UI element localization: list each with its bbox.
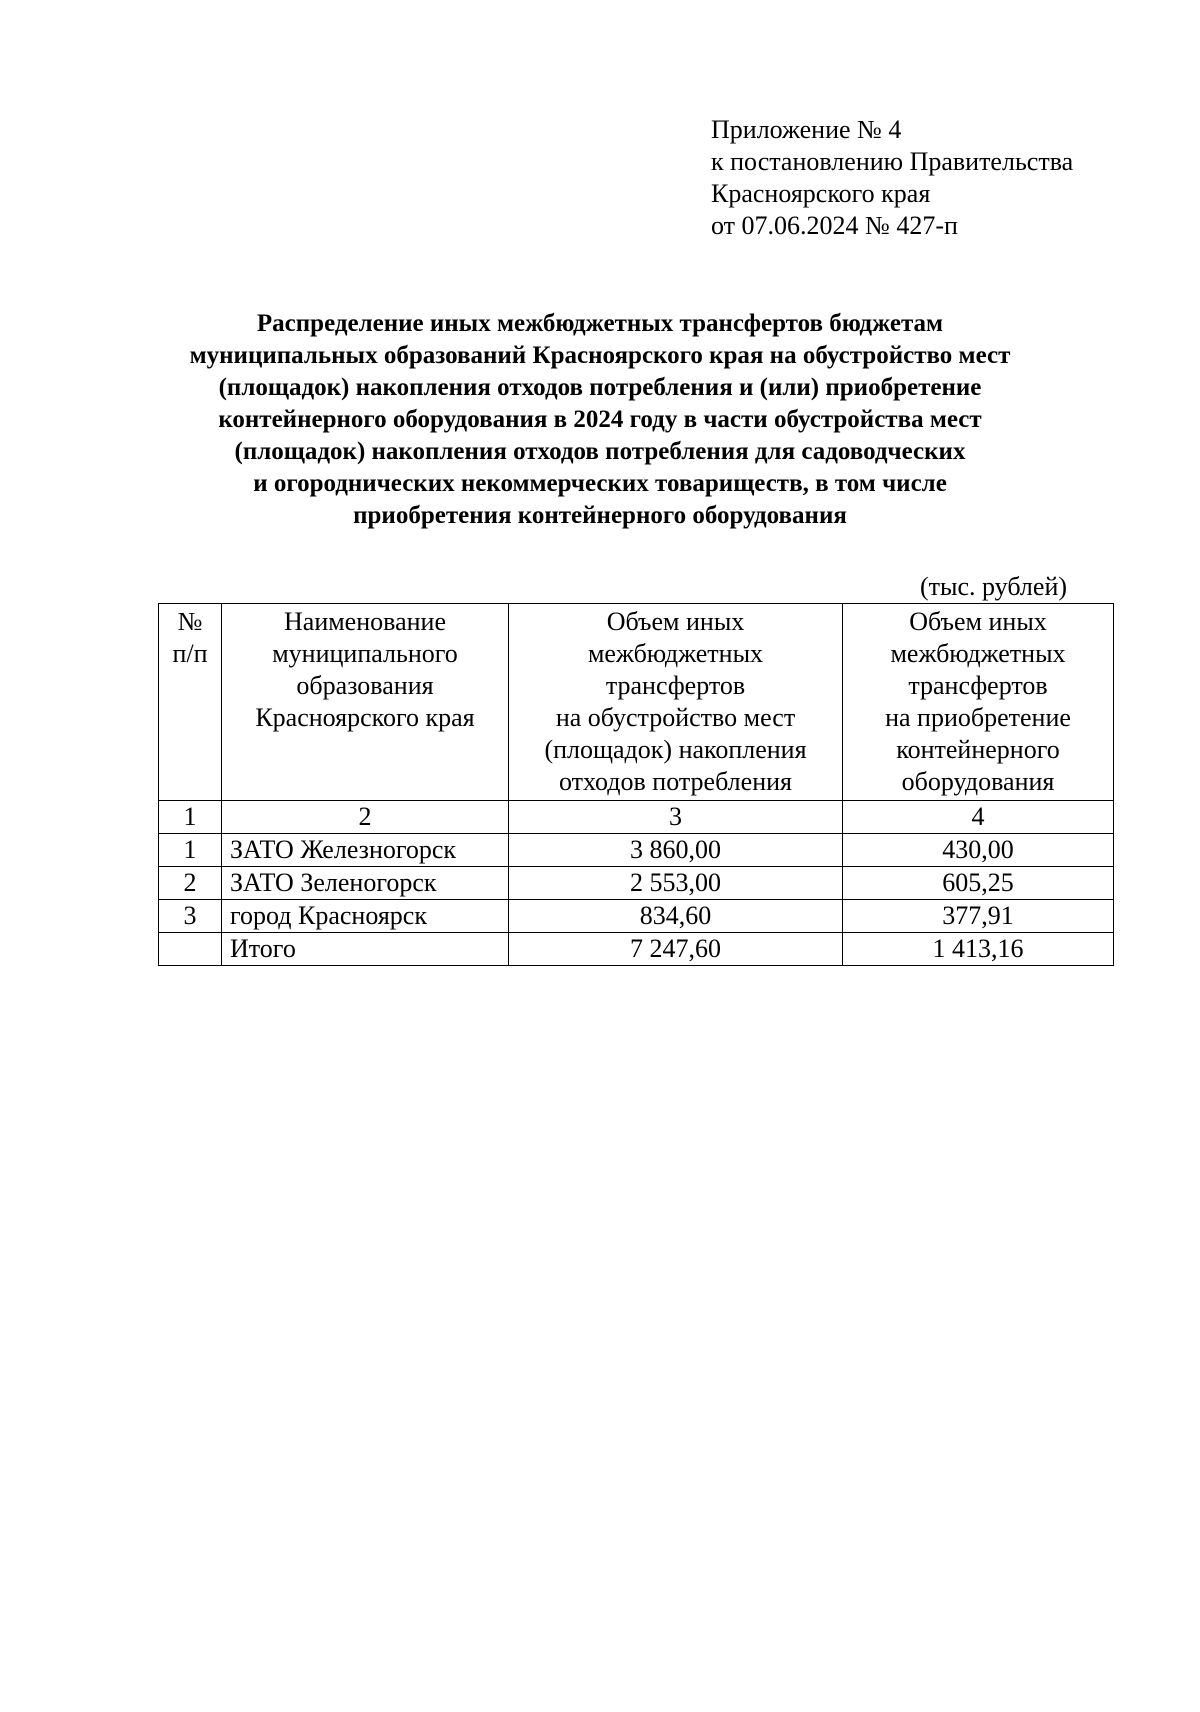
header-text: образования <box>296 671 434 700</box>
header-text: на обустройство мест <box>555 703 796 732</box>
row-number: 3 <box>159 900 222 933</box>
header-text: оборудования <box>901 767 1055 796</box>
equipment-amount: 377,91 <box>843 900 1114 933</box>
column-number: 4 <box>843 801 1114 834</box>
header-text: п/п <box>172 639 208 668</box>
arrangement-amount: 2 553,00 <box>509 867 843 900</box>
header-text: (площадок) накопления <box>544 735 807 764</box>
equipment-amount: 430,00 <box>843 834 1114 867</box>
header-cell-arrangement <box>509 604 843 801</box>
header-text: № <box>177 607 203 636</box>
units-label: (тыс. рублей) <box>920 572 1068 601</box>
municipality-name: город Красноярск <box>222 900 509 933</box>
municipality-name: ЗАТО Зеленогорск <box>222 867 509 900</box>
row-number: 2 <box>159 867 222 900</box>
title-line: муниципальных образований Красноярского края на обустройство мест <box>189 342 1011 369</box>
column-number: 2 <box>222 801 509 834</box>
appendix-line: Приложение № 4 <box>711 115 902 144</box>
appendix-line: от 07.06.2024 № 427-п <box>711 211 958 240</box>
column-number: 3 <box>509 801 843 834</box>
table-row <box>159 900 1114 933</box>
header-text: межбюджетных <box>587 639 764 668</box>
table-row <box>159 867 1114 900</box>
header-text: трансфертов <box>908 671 1048 700</box>
header-text: Объем иных <box>606 607 745 636</box>
header-text: на приобретение <box>885 703 1071 732</box>
title-line: (площадок) накопления отходов потребления и (или) приобретение <box>218 374 982 401</box>
header-text: Объем иных <box>909 607 1047 636</box>
header-cell-equipment <box>843 604 1114 801</box>
table-header-row <box>159 604 1114 801</box>
total-row <box>159 933 1114 966</box>
column-number: 1 <box>159 801 222 834</box>
equipment-amount: 605,25 <box>843 867 1114 900</box>
header-text: отходов потребления <box>559 767 792 796</box>
transfers-table <box>158 603 1114 966</box>
header-text: Наименование <box>284 607 446 636</box>
title-line: и огороднических некоммерческих товариществ, в том числе <box>253 470 947 497</box>
header-cell-number <box>159 604 222 801</box>
row-number <box>159 933 222 966</box>
document-title <box>130 308 1070 532</box>
title-line: (площадок) накопления отходов потребления для садоводческих <box>234 438 966 465</box>
appendix-line: к постановлению Правительства <box>711 147 1074 176</box>
header-text: Красноярского края <box>255 703 475 732</box>
appendix-line: Красноярского края <box>711 179 931 208</box>
header-text: межбюджетных <box>890 639 1066 668</box>
header-cell-name <box>222 604 509 801</box>
total-arrangement-amount: 7 247,60 <box>509 933 843 966</box>
total-label: Итого <box>222 933 509 966</box>
header-text: контейнерного <box>896 735 1060 764</box>
header-text: трансфертов <box>605 671 746 700</box>
arrangement-amount: 3 860,00 <box>509 834 843 867</box>
column-number-row <box>159 801 1114 834</box>
total-equipment-amount: 1 413,16 <box>843 933 1114 966</box>
header-text: муниципального <box>272 639 458 668</box>
municipality-name: ЗАТО Железногорск <box>222 834 509 867</box>
arrangement-amount: 834,60 <box>509 900 843 933</box>
title-line: контейнерного оборудования в 2024 году в части обустройства мест <box>218 406 982 433</box>
row-number: 1 <box>159 834 222 867</box>
appendix-block <box>711 114 1073 242</box>
table-row <box>159 834 1114 867</box>
title-line: приобретения контейнерного оборудования <box>353 502 847 529</box>
title-line: Распределение иных межбюджетных трансфертов бюджетам <box>256 310 944 337</box>
